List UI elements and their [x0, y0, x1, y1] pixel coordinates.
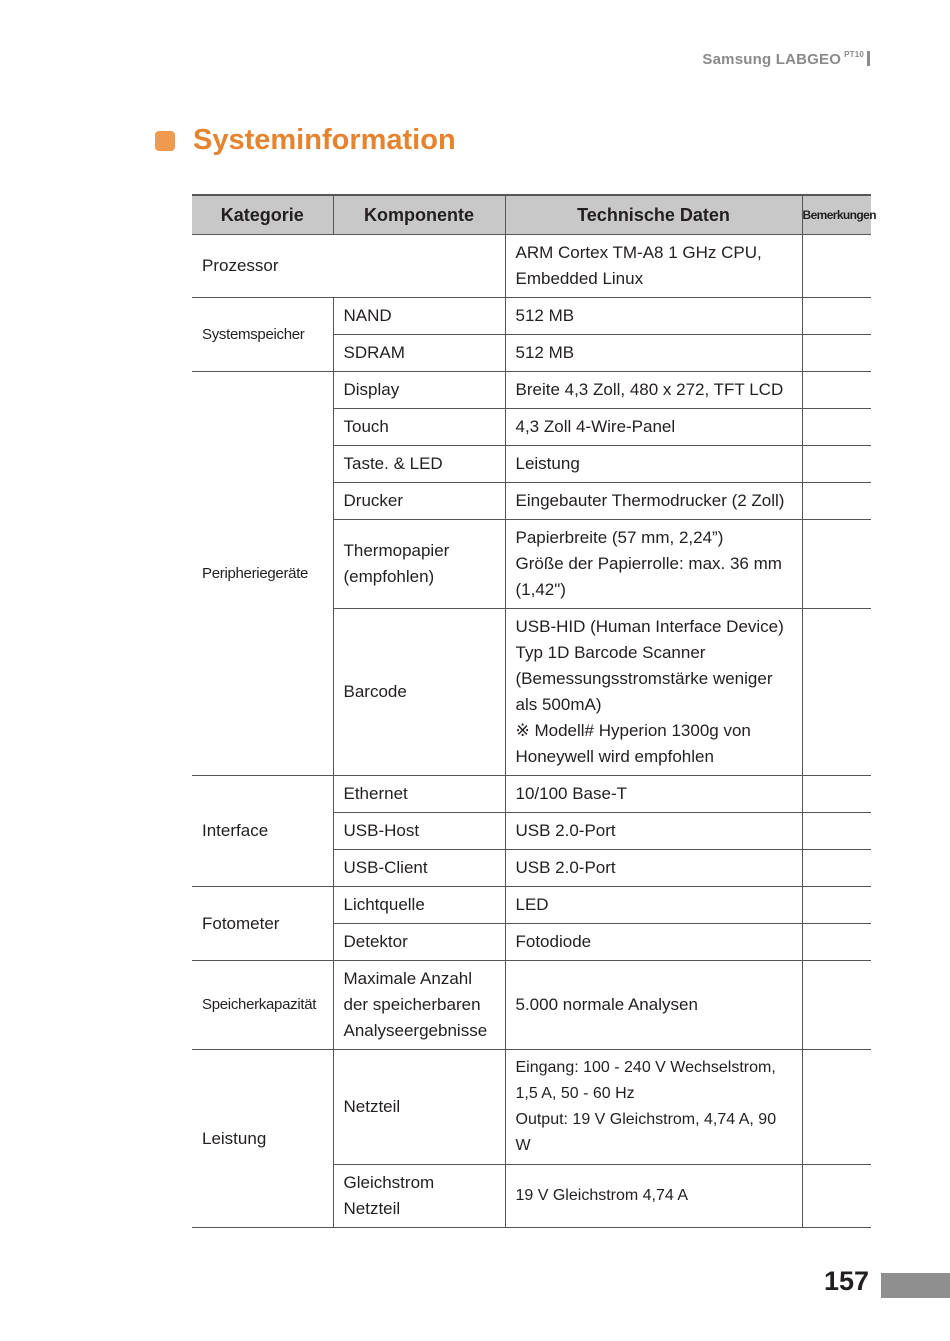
- column-header-component: Komponente: [333, 195, 505, 235]
- page-number: 157: [823, 1266, 869, 1296]
- spec-table: [192, 194, 876, 1228]
- spec-cell: Eingebauter Thermodrucker (2 Zoll): [505, 483, 802, 520]
- spec-cell: [505, 520, 802, 609]
- remarks-cell: [802, 776, 871, 813]
- spec-cell: 512 MB: [505, 335, 802, 372]
- remarks-cell: [802, 409, 871, 446]
- spec-line: Größe der Papierrolle: max. 36 mm: [515, 554, 782, 573]
- category-interface: Interface: [192, 776, 333, 887]
- spec-line: (1,42"): [515, 580, 566, 599]
- spec-cell: USB 2.0-Port: [505, 850, 802, 887]
- spec-line: Eingang: 100 - 240 V Wechselstrom,: [515, 1059, 776, 1076]
- table-row: [192, 235, 871, 298]
- spec-cell: 512 MB: [505, 298, 802, 335]
- remarks-cell: [802, 961, 871, 1050]
- category-peripherals: Peripheriegeräte: [192, 372, 333, 776]
- component-cell: [333, 961, 505, 1050]
- brand-name: Samsung LABGEO: [702, 51, 842, 68]
- table-row: [192, 776, 871, 813]
- spec-line: ※ Modell# Hyperion 1300g von: [515, 721, 751, 740]
- model-superscript: PT10: [844, 50, 864, 59]
- table-row: [192, 887, 871, 924]
- remarks-cell: [802, 887, 871, 924]
- category-photometer: Fotometer: [192, 887, 333, 961]
- category-power: Leistung: [192, 1050, 333, 1228]
- spec-cell: USB 2.0-Port: [505, 813, 802, 850]
- table-row: [192, 1050, 871, 1165]
- remarks-cell: [802, 446, 871, 483]
- remarks-cell: [802, 850, 871, 887]
- spec-line: 1,5 A, 50 - 60 Hz: [515, 1085, 635, 1102]
- spec-line: Typ 1D Barcode Scanner: [515, 643, 706, 662]
- spec-cell: Leistung: [505, 446, 802, 483]
- component-cell: [333, 520, 505, 609]
- component-cell: [333, 1165, 505, 1228]
- component-cell: Detektor: [333, 924, 505, 961]
- section-title: Systeminformation: [193, 124, 456, 156]
- remarks-cell: [802, 298, 871, 335]
- component-line: Netzteil: [343, 1199, 401, 1218]
- component-cell: Lichtquelle: [333, 887, 505, 924]
- running-header: [702, 50, 870, 68]
- component-line: der speicherbaren: [343, 995, 481, 1014]
- table-row: [192, 961, 871, 1050]
- spec-line: Honeywell wird empfohlen: [515, 747, 714, 766]
- spec-line: Output: 19 V Gleichstrom, 4,74 A, 90 W: [515, 1111, 777, 1154]
- component-cell: Barcode: [333, 609, 505, 776]
- spec-cell: 10/100 Base-T: [505, 776, 802, 813]
- remarks-cell: [802, 483, 871, 520]
- spec-cell: [505, 235, 802, 298]
- category-storage: Speicherkapazität: [192, 961, 333, 1050]
- remarks-cell: [802, 235, 871, 298]
- table-header-row: [192, 195, 871, 235]
- component-cell: Netzteil: [333, 1050, 505, 1165]
- spec-cell: 19 V Gleichstrom 4,74 A: [505, 1165, 802, 1228]
- component-cell: USB-Client: [333, 850, 505, 887]
- spec-cell: 5.000 normale Analysen: [505, 961, 802, 1050]
- section-bullet-icon: [155, 131, 175, 151]
- component-line: Maximale Anzahl: [343, 969, 473, 988]
- remarks-cell: [802, 609, 871, 776]
- category-memory: Systemspeicher: [192, 298, 333, 372]
- column-header-spec: Technische Daten: [505, 195, 802, 235]
- spec-cell: [505, 609, 802, 776]
- spec-cell: LED: [505, 887, 802, 924]
- spec-cell: Fotodiode: [505, 924, 802, 961]
- remarks-cell: [802, 813, 871, 850]
- component-line: Gleichstrom: [343, 1173, 435, 1192]
- spec-line: Embedded Linux: [515, 269, 644, 288]
- spec-cell: [505, 1050, 802, 1165]
- spec-line: ARM Cortex TM-A8 1 GHz CPU,: [515, 243, 762, 262]
- component-cell: Ethernet: [333, 776, 505, 813]
- component-cell: NAND: [333, 298, 505, 335]
- component-cell: Drucker: [333, 483, 505, 520]
- remarks-cell: [802, 924, 871, 961]
- remarks-cell: [802, 1050, 871, 1165]
- spec-line: (Bemessungsstromstärke weniger: [515, 669, 773, 688]
- spec-line: USB-HID (Human Interface Device): [515, 617, 784, 636]
- remarks-cell: [802, 520, 871, 609]
- remarks-cell: [802, 372, 871, 409]
- spec-line: Papierbreite (57 mm, 2,24”): [515, 528, 724, 547]
- table-row: [192, 372, 871, 409]
- column-header-remarks: Bemerkungen: [802, 195, 871, 235]
- column-header-category: Kategorie: [192, 195, 333, 235]
- component-cell: Touch: [333, 409, 505, 446]
- remarks-cell: [802, 1165, 871, 1228]
- section-heading: [155, 124, 456, 157]
- component-cell: USB-Host: [333, 813, 505, 850]
- page-tab-marker: [881, 1273, 950, 1298]
- table-row: [192, 298, 871, 335]
- component-cell: Display: [333, 372, 505, 409]
- remarks-cell: [802, 335, 871, 372]
- spec-cell: Breite 4,3 Zoll, 480 x 272, TFT LCD: [505, 372, 802, 409]
- spec-line: als 500mA): [515, 695, 602, 714]
- component-cell: Taste. & LED: [333, 446, 505, 483]
- component-cell: SDRAM: [333, 335, 505, 372]
- header-bar: [867, 51, 870, 66]
- category-processor: Prozessor: [192, 235, 505, 298]
- spec-cell: 4,3 Zoll 4-Wire-Panel: [505, 409, 802, 446]
- component-line: (empfohlen): [343, 567, 435, 586]
- component-line: Thermopapier: [343, 541, 450, 560]
- component-line: Analyseergebnisse: [343, 1021, 488, 1040]
